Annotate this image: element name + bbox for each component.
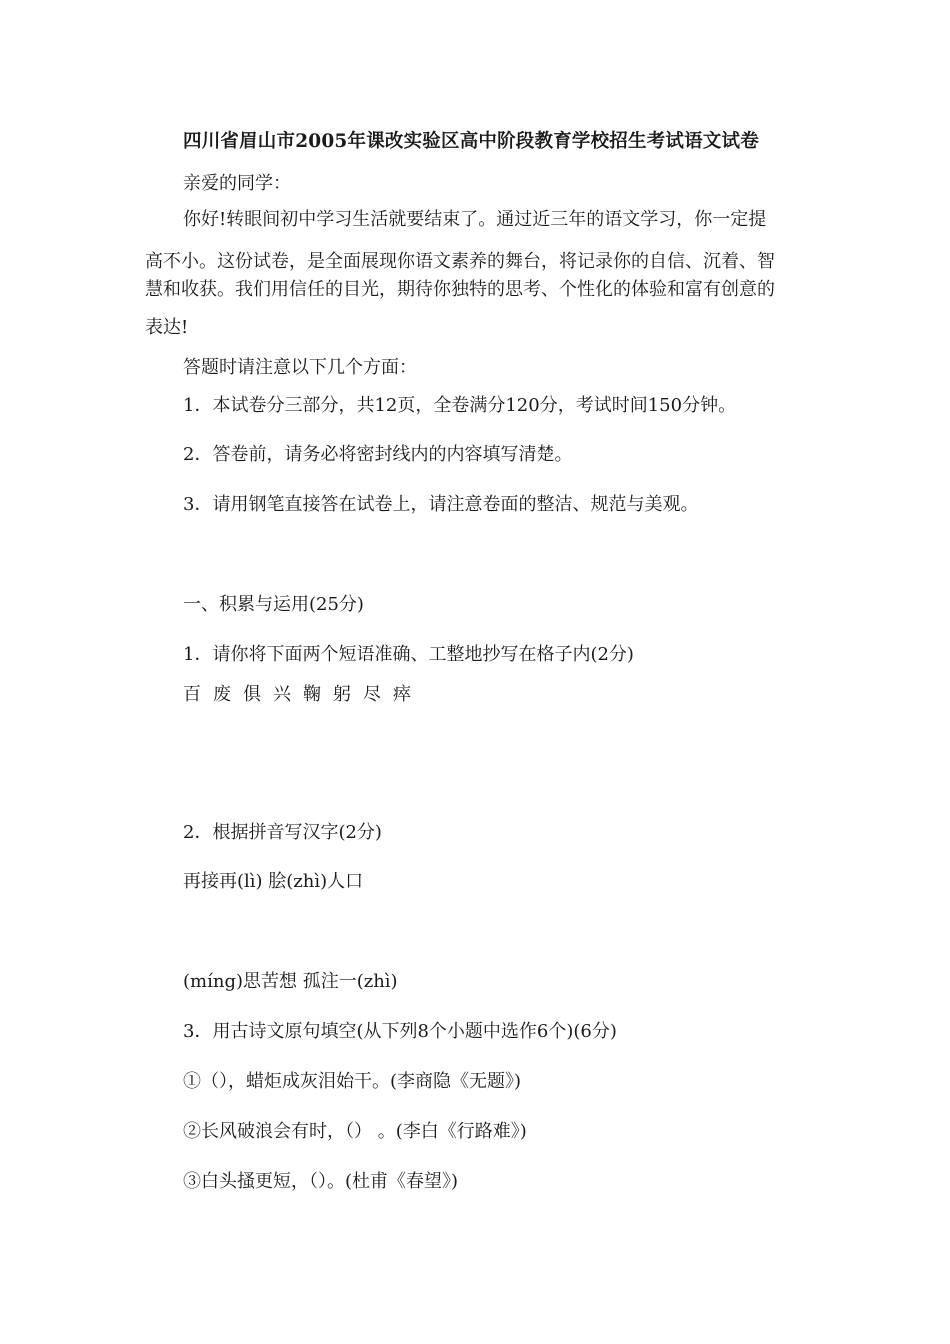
character: 俱	[243, 684, 261, 705]
question-2-prompt: 2．根据拼音写汉字(2分)	[183, 822, 382, 843]
character: 兴	[273, 684, 291, 705]
exam-title: 四川省眉山市2005年课改实验区高中阶段教育学校招生考试语文试卷	[183, 131, 759, 152]
intro-line-3: 慧和收获。我们用信任的目光，期待你独特的思考、个性化的体验和富有创意的	[145, 279, 775, 300]
character: 躬	[333, 684, 351, 705]
notice-item-3: 3．请用钢笔直接答在试卷上，请注意卷面的整洁、规范与美观。	[183, 494, 699, 515]
question-3-item-3: ③白头搔更短，（）。(杜甫《春望》)	[183, 1171, 459, 1192]
question-3-prompt: 3．用古诗文原句填空(从下列8个小题中选作6个)(6分)	[183, 1021, 617, 1042]
section-1-heading: 一、积累与运用(25分)	[183, 594, 364, 615]
question-1-prompt: 1．请你将下面两个短语准确、工整地抄写在格子内(2分)	[183, 644, 634, 665]
character: 瘁	[393, 684, 411, 705]
question-1-characters	[183, 683, 423, 707]
question-2-line-2: (míng)思苦想 孤注一(zhì)	[183, 971, 398, 992]
character: 鞠	[303, 684, 321, 705]
character: 尽	[363, 684, 381, 705]
question-3-item-2: ②长风破浪会有时，（） 。(李白《行路难》)	[183, 1121, 527, 1142]
character: 废	[213, 684, 231, 705]
character: 百	[183, 684, 201, 705]
notice-item-2: 2．答卷前，请务必将密封线内的内容填写清楚。	[183, 444, 573, 465]
intro-line-4: 表达!	[145, 317, 189, 338]
question-2-line-1: 再接再(lì) 脍(zhì)人口	[183, 871, 364, 892]
greeting: 亲爱的同学：	[183, 173, 291, 194]
notice-heading: 答题时请注意以下几个方面：	[183, 357, 417, 378]
intro-line-1: 你好!转眼间初中学习生活就要结束了。通过近三年的语文学习，你一定提	[183, 209, 767, 230]
intro-line-2: 高不小。这份试卷，是全面展现你语文素养的舞台，将记录你的自信、沉着、智	[145, 251, 775, 272]
question-3-item-1: ①（），蜡炬成灰泪始干。(李商隐《无题》)	[183, 1071, 522, 1092]
notice-item-1: 1．本试卷分三部分，共12页，全卷满分120分，考试时间150分钟。	[183, 395, 737, 416]
